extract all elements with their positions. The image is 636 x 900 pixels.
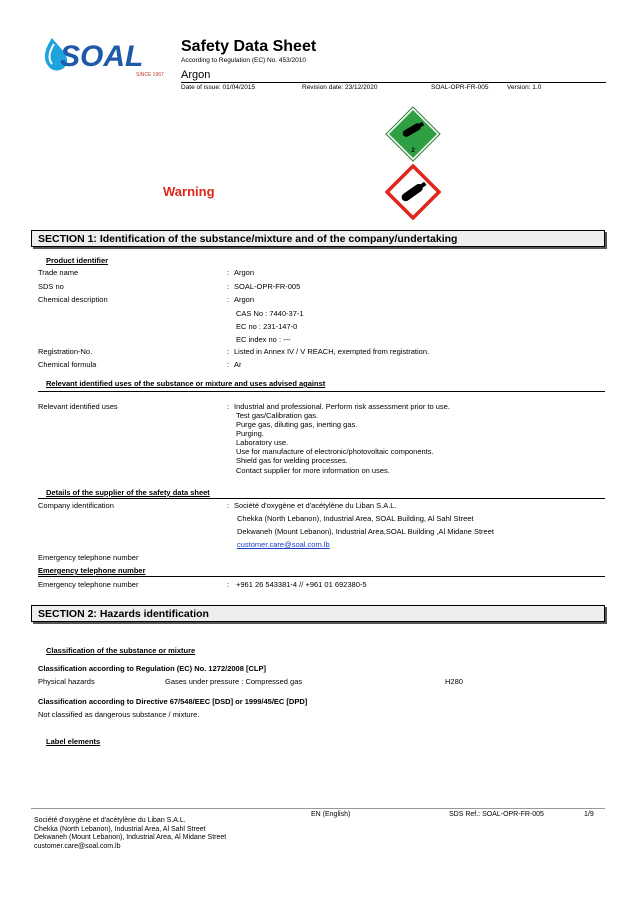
company-identification-label: Company identification [38, 501, 114, 510]
company-email-link[interactable]: customer.care@soal.com.lb [237, 540, 330, 549]
gas-cylinder-hazard-icon [385, 164, 441, 220]
clp-heading: Classification according to Regulation (EC) No. 1272/2008 [CLP] [38, 664, 266, 673]
relevant-uses-list [236, 411, 434, 475]
relevant-uses-label: Relevant identified uses [38, 402, 118, 411]
document-version: Version: 1.0 [507, 84, 542, 91]
footer-language: EN (English) [311, 811, 351, 818]
issue-date: Date of issue: 01/04/2015 [181, 84, 256, 91]
green-gas-cylinder-icon [385, 106, 441, 162]
relevant-uses-first-line: Industrial and professional. Perform risk assessment prior to use. [234, 402, 450, 411]
list-item: Use for manufacture of electronic/photovoltaic components. [236, 447, 434, 457]
dsd-heading: Classification according to Directive 67/548/EEC [DSD] or 1999/45/EC [DPD] [38, 697, 308, 706]
ec-index-number: EC index no : --- [236, 335, 291, 344]
emergency-phone-label: Emergency telephone number [38, 553, 139, 562]
chemical-description-value: Argon [234, 295, 255, 304]
cas-number: CAS No : 7440-37-1 [236, 309, 304, 318]
logo-text: SOAL [60, 40, 144, 73]
footer-page-number: 1/9 [584, 811, 594, 818]
list-item: Shield gas for welding processes. [236, 456, 348, 466]
colon: : [227, 347, 230, 356]
document-title: Safety Data Sheet [181, 38, 317, 55]
divider [38, 391, 605, 392]
footer-divider [31, 808, 605, 809]
product-name: Argon [181, 69, 211, 81]
colon: : [227, 268, 230, 277]
emergency-phone-heading: Emergency telephone number [38, 566, 146, 575]
chemical-description-label: Chemical description [38, 295, 108, 304]
chemical-formula-label: Chemical formula [38, 360, 97, 369]
header-divider [181, 82, 606, 83]
sds-no-label: SDS no [38, 282, 64, 291]
section-2-header: SECTION 2: Hazards identification [31, 605, 605, 622]
logo-tagline: SINCE 1967 [136, 72, 164, 78]
emergency-phone-value: +961 26 543381-4 // +961 01 692380-5 [236, 580, 367, 589]
colon: : [227, 360, 230, 369]
colon: : [227, 580, 230, 589]
svg-text:2: 2 [411, 148, 415, 154]
footer-address-dekwaneh: Dekwaneh (Mount Lebanon), Industrial Area, Al Midane Street [34, 834, 227, 842]
chemical-formula-value: Ar [234, 360, 242, 369]
company-name: Société d'oxygène et d'acétylène du Liban S.A.L. [234, 501, 397, 510]
sds-no-value: SOAL-OPR-FR-005 [234, 282, 301, 291]
divider [38, 576, 605, 577]
revision-date: Revision date: 23/12/2020 [302, 84, 378, 91]
emergency-phone-label-2: Emergency telephone number [38, 580, 139, 589]
list-item: Contact supplier for more information on uses. [236, 465, 390, 475]
company-address-dekwaneh: Dekwaneh (Mount Lebanon), Industrial Area,SOAL Building ,Al Midane Street [237, 527, 494, 536]
footer-sds-reference: SDS Ref.: SOAL-OPR-FR-005 [449, 811, 544, 818]
divider [38, 498, 605, 499]
footer-company-name: Société d'oxygène et d'acétylène du Liban S.A.L. [34, 817, 186, 824]
label-elements-heading: Label elements [46, 737, 101, 746]
registration-label: Registration-No. [38, 347, 93, 356]
hazard-statement-code: H280 [445, 677, 463, 686]
footer-address-chekka: Chekka (North Lebanon), Industrial Area, Al Sahl Street [34, 825, 206, 833]
registration-value: Listed in Annex IV / V REACH, exempted from registration. [234, 347, 430, 356]
list-item: Purging. [236, 429, 264, 439]
physical-hazards-label: Physical hazards [38, 677, 95, 686]
supplier-heading: Details of the supplier of the safety data sheet [46, 488, 210, 497]
colon: : [227, 295, 230, 304]
footer-email: customer.care@soal.com.lb [34, 842, 121, 850]
trade-name-label: Trade name [38, 268, 79, 277]
colon: : [227, 282, 230, 291]
list-item: Test gas/Calibration gas. [236, 411, 319, 420]
signal-word: Warning [163, 184, 215, 199]
product-identifier-heading: Product identifier [46, 256, 109, 265]
classification-heading: Classification of the substance or mixture [46, 646, 196, 655]
ec-number: EC no : 231-147-0 [236, 322, 298, 331]
relevant-uses-heading: Relevant identified uses of the substance or mixture and uses advised against [46, 379, 326, 388]
colon: : [227, 501, 230, 510]
dsd-classification-value: Not classified as dangerous substance / mixture. [38, 710, 200, 719]
list-item: Purge gas, diluting gas, inerting gas. [236, 420, 358, 430]
physical-hazards-value: Gases under pressure : Compressed gas [165, 677, 303, 686]
soal-logo [40, 30, 165, 80]
colon: : [227, 402, 230, 411]
list-item: Laboratory use. [236, 438, 289, 448]
footer-company-block [34, 817, 226, 851]
company-address-chekka: Chekka (North Lebanon), Industrial Area, SOAL Building, Al Sahl Street [237, 514, 474, 523]
document-subtitle: According to Regulation (EC) No. 453/2010 [181, 57, 307, 64]
section-1-header: SECTION 1: Identification of the substance/mixture and of the company/undertaking [31, 230, 605, 247]
trade-name-value: Argon [234, 268, 255, 277]
document-code: SOAL-OPR-FR-005 [431, 84, 489, 91]
